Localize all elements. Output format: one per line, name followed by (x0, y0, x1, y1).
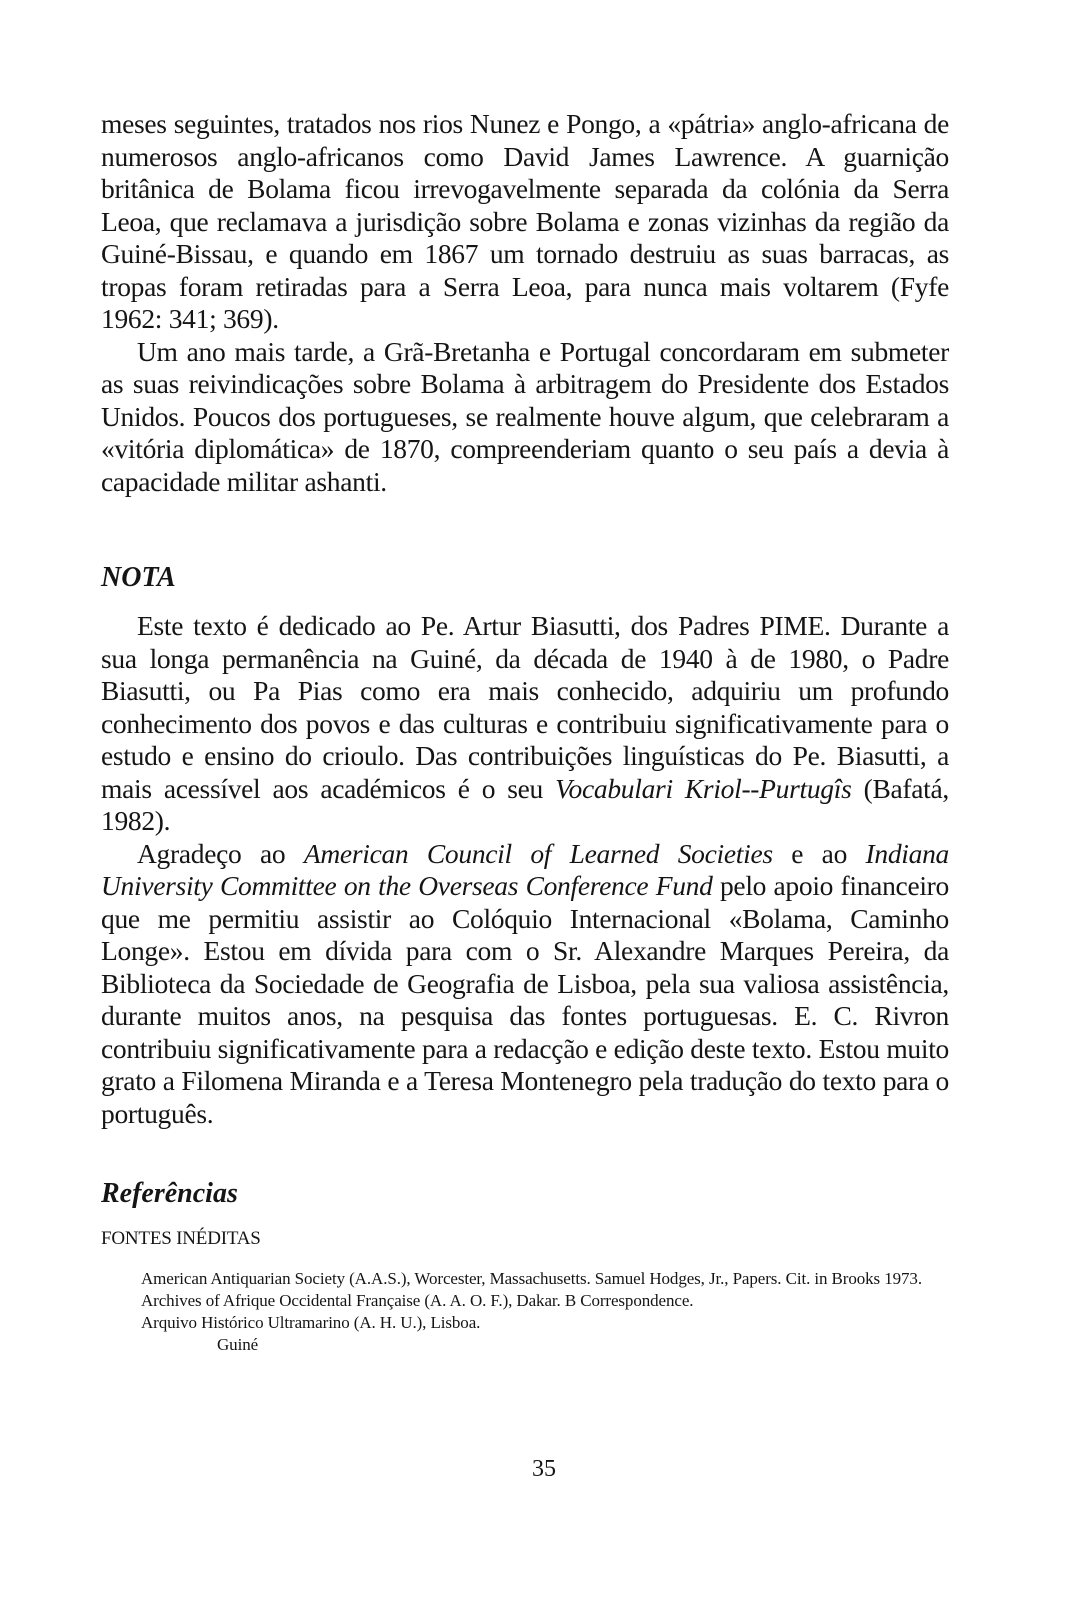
nota-p2-org-1: American Council of Learned Societies (303, 837, 773, 869)
page-content (101, 108, 949, 1356)
references-list (141, 1268, 949, 1356)
nota-p1-text-2: (Bafatá, 1982). (101, 772, 949, 836)
reference-item: Archives of Afrique Occidental Française (A. A. O. F.), Dakar. B Correspondence. (141, 1291, 694, 1310)
body-paragraph-2: Um ano mais tarde, a Grã-Bretanha e Portugal concordaram em submeter as suas reivindicações sobre Bolama à arbitragem do Presidente dos Estados Unidos. Poucos dos portugueses, se realmente houve algum, que celebraram a «vitória diplomática» de 1870, compreenderiam quanto o seu país a devia à capacidade militar ashanti. (101, 335, 949, 497)
nota-paragraph-2 (101, 838, 949, 1131)
nota-p1-text-1: Este texto é dedicado ao Pe. Artur Biasutti, dos Padres PIME. Durante a sua longa permanência na Guiné, da década de 1940 à de 1980, o Padre Biasutti, ou Pa Pias como era mais conhecido, adquiriu um profundo conhecimento dos povos e das culturas e contribuiu significativamente para o estudo e ensino do crioulo. Das contribuições linguísticas do Pe. Biasutti, a mais acessível aos académicos é o seu (101, 610, 949, 804)
references-subheading: FONTES INÉDITAS (101, 1228, 261, 1249)
body-paragraph-1: meses seguintes, tratados nos rios Nunez e Pongo, a «pátria» anglo-africana de numerosos anglo-africanos como David James Lawrence. A guarnição britânica de Bolama ficou irrevogavelmente separada da colónia da Serra Leoa, que reclamava a jurisdição sobre Bolama e zonas vizinhas da região da Guiné-Bissau, e quando em 1867 um tornado destruiu as suas barracas, as tropas foram retiradas para a Serra Leoa, para nunca mais voltarem (Fyfe 1962: 341; 369). (101, 108, 949, 334)
nota-heading: NOTA (101, 562, 176, 593)
nota-p2-text-1: Agradeço ao (137, 837, 304, 869)
nota-paragraph-1 (101, 610, 949, 838)
references-heading: Referências (101, 1178, 238, 1209)
nota-p2-org-2: Indiana University Committee on the Overseas Conference Fund (101, 837, 949, 901)
reference-sub-item: Guiné (217, 1335, 259, 1354)
reference-item: Arquivo Histórico Ultramarino (A. H. U.), Lisboa. (141, 1313, 481, 1332)
nota-p1-title: Vocabulari Kriol--Purtugîs (555, 772, 852, 804)
reference-item: American Antiquarian Society (A.A.S.), Worcester, Massachusetts. Samuel Hodges, Jr., Papers. Cit. in Brooks 1973. (141, 1269, 922, 1288)
nota-p2-text-2: e ao (772, 837, 866, 869)
page-number: 35 (532, 1456, 556, 1482)
nota-p2-text-3: pelo apoio financeiro que me permitiu assistir ao Colóquio Internacional «Bolama, Caminho Longe». Estou em dívida para com o Sr. Alexandre Marques Pereira, da Biblioteca da Sociedade de Geografia de Lisboa, pela sua valiosa assistência, durante muitos anos, na pesquisa das fontes portuguesas. E. C. Rivron contribuiu significativamente para a redacção e edição deste texto. Estou muito grato a Filomena Miranda e a Teresa Montenegro pela tradução do texto para o português. (101, 870, 949, 1129)
